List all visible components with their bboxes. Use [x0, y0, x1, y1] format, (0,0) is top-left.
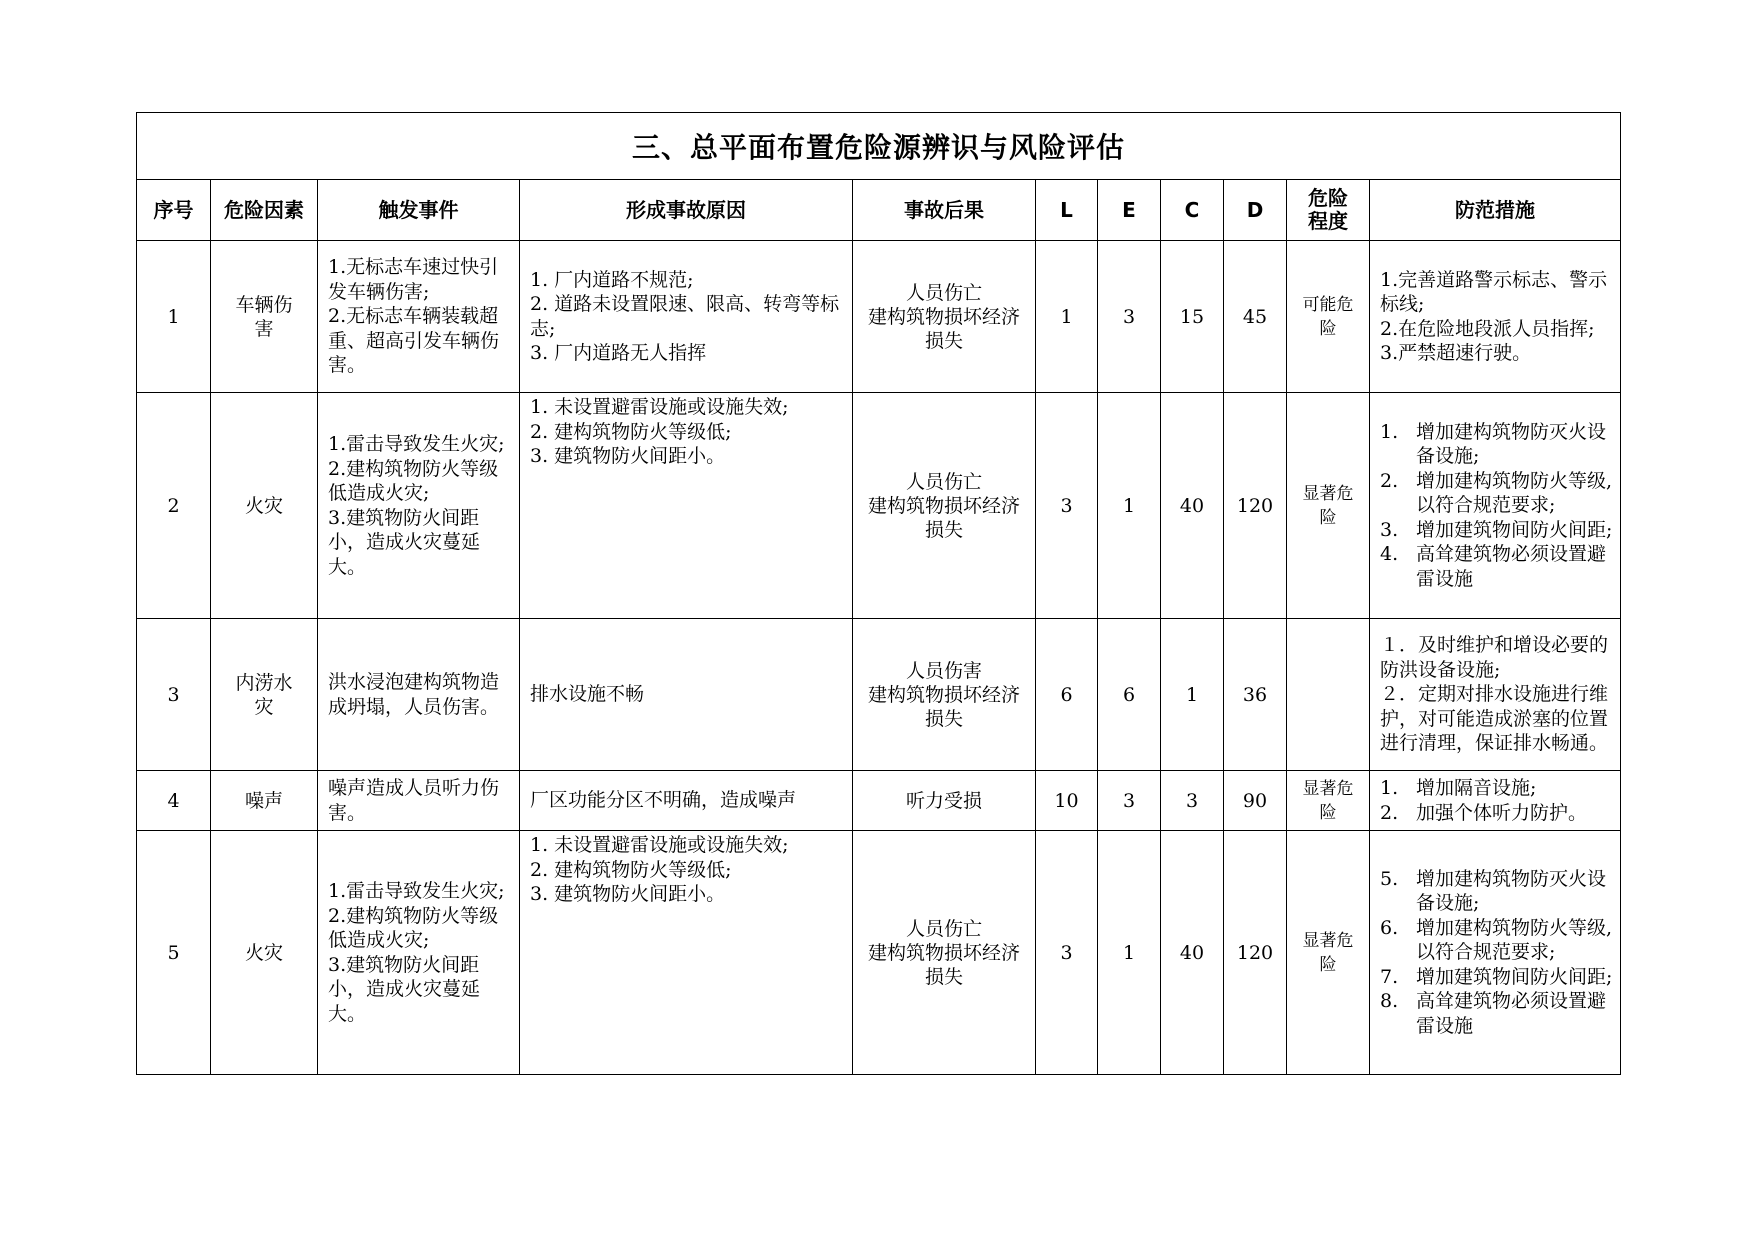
row-triggers	[318, 771, 520, 831]
row-l: 3	[1036, 831, 1098, 1075]
trigger-item: 1.雷击导致发生火灾;	[328, 880, 505, 902]
header-level: 危险程度	[1287, 180, 1370, 241]
row-measures	[1370, 393, 1621, 619]
row-causes	[520, 619, 853, 771]
consequence-line: 建构筑物损坏经济损失	[867, 494, 1020, 541]
measure-item: 2. 增加建构筑物防火等级,以符合规范要求;	[1380, 469, 1613, 517]
row-triggers	[318, 241, 520, 393]
measure-item: 6. 增加建构筑物防火等级,以符合规范要求;	[1380, 916, 1613, 964]
measure-item: 4. 高耸建筑物必须设置避雷设施	[1380, 543, 1607, 590]
cause-item: 1. 未设置避雷设施或设施失效;	[530, 396, 789, 418]
row-c: 40	[1161, 393, 1224, 619]
row-no: 5	[137, 831, 211, 1075]
row-d: 120	[1224, 831, 1287, 1075]
row-causes	[520, 393, 853, 619]
row-level	[1287, 619, 1370, 771]
measure-item: 8. 高耸建筑物必须设置避雷设施	[1380, 990, 1607, 1037]
cause-item: 1. 厂内道路不规范;	[530, 268, 694, 291]
measure-item: 5. 增加建构筑物防灭火设备设施;	[1380, 867, 1607, 915]
row-d: 120	[1224, 393, 1287, 619]
row-d: 36	[1224, 619, 1287, 771]
row-no: 2	[137, 393, 211, 619]
consequence-line: 人员伤亡	[905, 281, 982, 304]
row-causes	[520, 771, 853, 831]
trigger-item: 1.无标志车速过快引发车辆伤害;	[328, 256, 499, 303]
row-c: 15	[1161, 241, 1224, 393]
header-row	[137, 180, 1621, 241]
row-consequence	[853, 393, 1036, 619]
row-l: 6	[1036, 619, 1098, 771]
header-consequence: 事故后果	[853, 180, 1036, 241]
row-no: 3	[137, 619, 211, 771]
trigger-item: 2.无标志车辆装载超重、超高引发车辆伤害。	[328, 305, 500, 377]
consequence-line: 建构筑物损坏经济损失	[867, 941, 1020, 988]
measure-item: 2. 加强个体听力防护。	[1380, 801, 1588, 824]
header-cause: 形成事故原因	[520, 180, 853, 241]
cause-item: 2. 建构筑物防火等级低;	[530, 420, 732, 443]
row-factor: 火灾	[211, 831, 318, 1075]
row-l: 10	[1036, 771, 1098, 831]
header-d: D	[1224, 180, 1287, 241]
table-title: 三、总平面布置危险源辨识与风险评估	[137, 113, 1621, 180]
row-triggers	[318, 393, 520, 619]
cause-item: 2. 道路未设置限速、限高、转弯等标志;	[530, 293, 840, 340]
measure-item: 1. 增加隔音设施;	[1380, 777, 1537, 799]
measure-item: 1. 增加建构筑物防灭火设备设施;	[1380, 420, 1607, 468]
row-e: 3	[1098, 771, 1161, 831]
row-factor: 内涝水灾	[211, 619, 318, 771]
row-e: 6	[1098, 619, 1161, 771]
trigger-item: 3.建筑物防火间距小，造成火灾蔓延大。	[328, 953, 481, 1025]
cause-item: 3. 厂内道路无人指挥	[530, 342, 707, 364]
header-e: E	[1098, 180, 1161, 241]
row-triggers	[318, 831, 520, 1075]
row-c: 1	[1161, 619, 1224, 771]
cause-item: 3. 建筑物防火间距小。	[530, 883, 726, 905]
consequence-line: 人员伤害	[905, 659, 982, 682]
row-causes	[520, 241, 853, 393]
cause-item: 排水设施不畅	[530, 683, 645, 706]
cause-item: 2. 建构筑物防火等级低;	[530, 858, 732, 881]
trigger-item: 2.建构筑物防火等级低造成火灾;	[328, 457, 499, 504]
row-l: 1	[1036, 241, 1098, 393]
row-triggers	[318, 619, 520, 771]
risk-table	[136, 112, 1621, 1075]
header-factor: 危险因素	[211, 180, 318, 241]
row-no: 4	[137, 771, 211, 831]
measure-item: 7. 增加建筑物间防火间距;	[1380, 965, 1613, 988]
header-trigger: 触发事件	[318, 180, 520, 241]
header-no: 序号	[137, 180, 211, 241]
row-level: 显著危险	[1287, 771, 1370, 831]
row-factor: 车辆伤害	[211, 241, 318, 393]
row-l: 3	[1036, 393, 1098, 619]
document	[136, 112, 1620, 1075]
cause-item: 厂区功能分区不明确，造成噪声	[530, 789, 797, 812]
trigger-item: 3.建筑物防火间距小，造成火灾蔓延大。	[328, 506, 481, 578]
row-c: 40	[1161, 831, 1224, 1075]
row-e: 3	[1098, 241, 1161, 393]
row-factor: 火灾	[211, 393, 318, 619]
header-measures: 防范措施	[1370, 180, 1621, 241]
consequence-line: 听力受损	[905, 789, 982, 812]
row-e: 1	[1098, 393, 1161, 619]
row-causes	[520, 831, 853, 1075]
row-measures	[1370, 831, 1621, 1075]
consequence-line: 人员伤亡	[905, 470, 982, 493]
table-row	[137, 241, 1621, 393]
row-level: 显著危险	[1287, 831, 1370, 1075]
row-d: 45	[1224, 241, 1287, 393]
trigger-item: 2.建构筑物防火等级低造成火灾;	[328, 904, 499, 951]
measure-item: ２．定期对排水设施进行维护，对可能造成淤塞的位置进行清理，保证排水畅通。	[1380, 683, 1609, 755]
measure-item: 3. 增加建筑物间防火间距;	[1380, 518, 1613, 541]
row-factor: 噪声	[211, 771, 318, 831]
consequence-line: 人员伤亡	[905, 917, 982, 940]
measure-item: 1.完善道路警示标志、警示标线;	[1380, 268, 1608, 315]
row-consequence	[853, 619, 1036, 771]
row-measures	[1370, 619, 1621, 771]
row-consequence	[853, 831, 1036, 1075]
row-measures	[1370, 241, 1621, 393]
row-c: 3	[1161, 771, 1224, 831]
row-e: 1	[1098, 831, 1161, 1075]
consequence-line: 建构筑物损坏经济损失	[867, 683, 1020, 730]
table-row	[137, 393, 1621, 619]
measure-item: 2.在危险地段派人员指挥;	[1380, 317, 1595, 340]
row-consequence	[853, 241, 1036, 393]
measure-item: 3.严禁超速行驶。	[1380, 342, 1532, 364]
table-row	[137, 831, 1621, 1075]
measure-item: １．及时维护和增设必要的防洪设备设施;	[1380, 634, 1609, 681]
cause-item: 3. 建筑物防火间距小。	[530, 445, 726, 467]
row-level: 显著危险	[1287, 393, 1370, 619]
trigger-item: 洪水浸泡建构筑物造成坍塌，人员伤害。	[328, 671, 500, 718]
table-row	[137, 771, 1621, 831]
row-measures	[1370, 771, 1621, 831]
row-consequence	[853, 771, 1036, 831]
table-row	[137, 619, 1621, 771]
cause-item: 1. 未设置避雷设施或设施失效;	[530, 834, 789, 856]
row-level: 可能危险	[1287, 241, 1370, 393]
row-d: 90	[1224, 771, 1287, 831]
consequence-line: 建构筑物损坏经济损失	[867, 305, 1020, 352]
header-l: L	[1036, 180, 1098, 241]
trigger-item: 1.雷击导致发生火灾;	[328, 433, 505, 455]
trigger-item: 噪声造成人员听力伤害。	[328, 777, 500, 824]
header-c: C	[1161, 180, 1224, 241]
row-no: 1	[137, 241, 211, 393]
